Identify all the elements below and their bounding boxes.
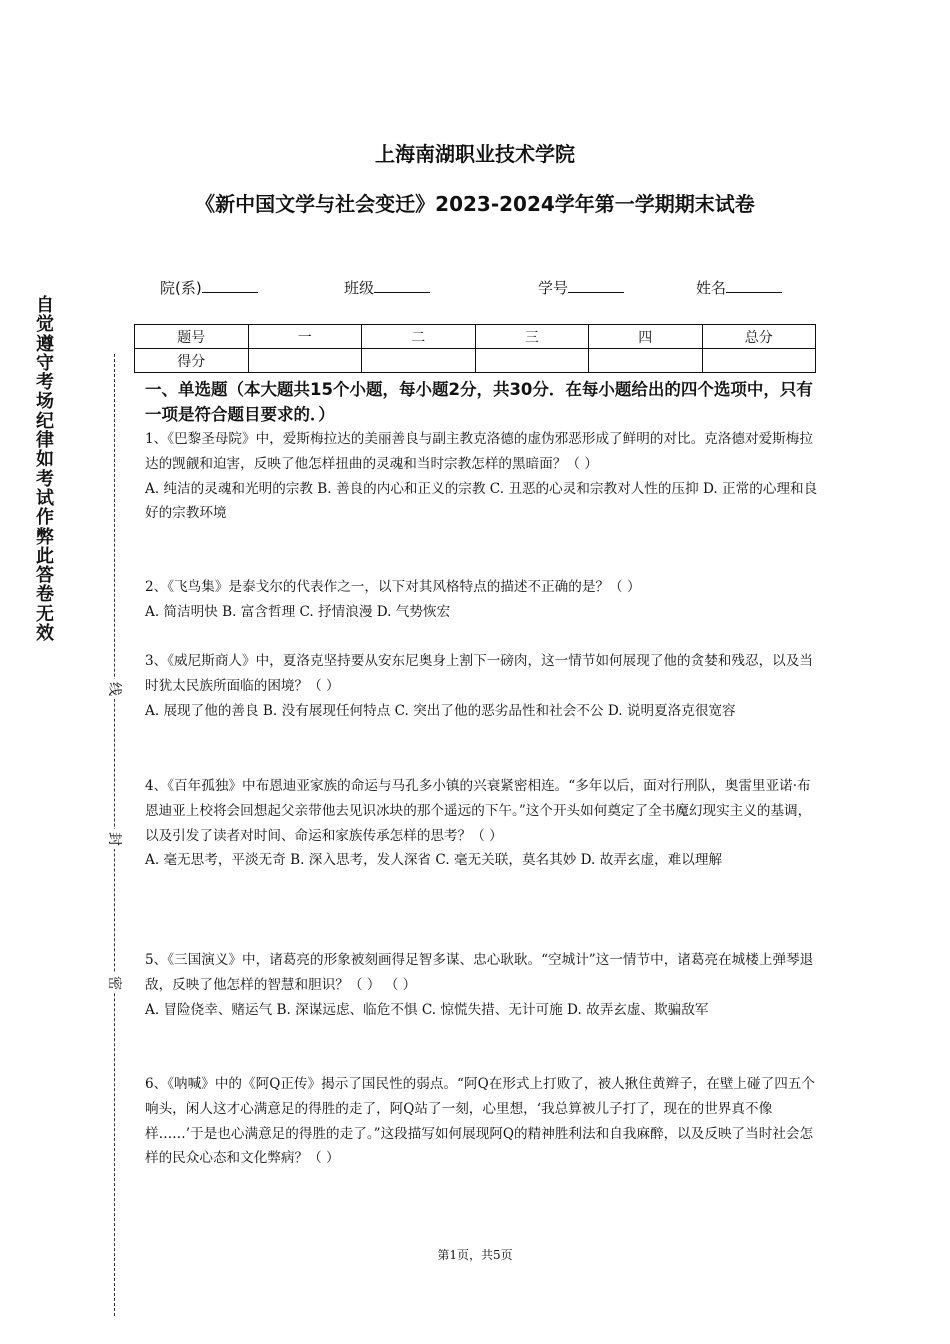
name-label: 姓名 <box>696 279 727 297</box>
name-field[interactable] <box>696 276 782 298</box>
question-1 <box>145 427 823 526</box>
question-5 <box>145 948 823 1022</box>
score-header-cell: 三 <box>475 325 589 349</box>
student-id-blank[interactable] <box>568 276 624 293</box>
question-stem: 5、《三国演义》中，诸葛亮的形象被刻画得足智多谋、忠心耿耿。“空城计”这一情节中，诸葛亮在城楼上弹琴退敌，反映了他怎样的智慧和胆识？（ ） （ ） <box>145 952 814 993</box>
question-6 <box>145 1072 823 1171</box>
warning-char: 此 <box>36 545 54 567</box>
cut-label-line: 线 <box>103 679 125 699</box>
warning-char: 觉 <box>36 314 54 336</box>
warning-char: 纪 <box>36 410 54 432</box>
question-options: A. 毫无思考，平淡无奇 B. 深入思考，发人深省 C. 毫无关联，莫名其妙 D. 故弄玄虚，难以理解 <box>145 852 723 869</box>
page-footer: 第1页，共5页 <box>437 1248 513 1262</box>
warning-char: 卷 <box>36 584 54 606</box>
warning-char: 无 <box>36 603 54 625</box>
score-header-cell: 总分 <box>702 325 816 349</box>
student-id-field[interactable] <box>538 276 624 298</box>
score-cell[interactable] <box>362 349 476 373</box>
score-table-header-row <box>135 325 816 349</box>
warning-char: 弊 <box>36 526 54 548</box>
score-table-score-row <box>135 349 816 373</box>
department-label: 院(系) <box>160 279 202 297</box>
warning-char: 考 <box>36 468 54 490</box>
question-2 <box>145 575 823 625</box>
warning-char: 效 <box>36 623 54 645</box>
score-cell[interactable] <box>702 349 816 373</box>
question-options: A. 展现了他的善良 B. 没有展现任何特点 C. 突出了他的恶劣品性和社会不公 D. 说明夏洛克很宽容 <box>145 702 736 719</box>
class-blank[interactable] <box>374 276 430 293</box>
question-options: A. 纯洁的灵魂和光明的宗教 B. 善良的内心和正义的宗教 C. 丑恶的心灵和宗教对人性的压抑 D. 正常的心理和良好的宗教环境 <box>145 480 818 522</box>
warning-char: 律 <box>36 430 54 452</box>
question-stem: 4、《百年孤独》中布恩迪亚家族的命运与马孔多小镇的兴衰紧密相连。“多年以后，面对行刑队，奥雷里亚诺·布恩迪亚上校将会回想起父亲带他去见识冰块的那个遥远的下午。”这个开头如何奠定了全书魔幻现实主义的基调，以及引发了读者对时间、命运和家族传承怎样的思考？（ ） <box>145 778 812 844</box>
name-blank[interactable] <box>726 276 782 293</box>
exam-title: 《新中国文学与社会变迁》2023-2024学年第一学期期末试卷 <box>195 192 755 216</box>
question-4 <box>145 774 823 873</box>
student-id-label: 学号 <box>538 279 569 297</box>
warning-char: 作 <box>36 507 54 529</box>
warning-char: 自 <box>36 295 54 316</box>
department-field[interactable] <box>160 276 258 298</box>
warning-char: 如 <box>36 449 54 471</box>
question-stem: 2、《飞鸟集》是泰戈尔的代表作之一，以下对其风格特点的描述不正确的是？（ ） <box>145 579 641 595</box>
score-header-cell: 一 <box>248 325 362 349</box>
warning-char: 考 <box>36 372 54 394</box>
score-table <box>134 324 816 373</box>
score-row-label: 得分 <box>135 349 249 373</box>
student-info-row <box>160 276 800 298</box>
sidebar-warning <box>34 296 56 643</box>
school-title: 上海南湖职业技术学院 <box>375 142 575 166</box>
cut-label-seal: 封 <box>103 829 125 849</box>
score-cell[interactable] <box>248 349 362 373</box>
score-cell[interactable] <box>589 349 703 373</box>
question-3 <box>145 649 823 723</box>
score-header-cell: 四 <box>589 325 703 349</box>
warning-char: 遵 <box>36 333 54 355</box>
section-heading: 一、单选题（本大题共15个小题，每小题2分，共30分．在每小题给出的四个选项中，只有一项是符合题目要求的．） <box>145 380 813 424</box>
score-header-cell: 题号 <box>135 325 249 349</box>
class-field[interactable] <box>344 276 430 298</box>
department-blank[interactable] <box>202 276 258 293</box>
score-header-cell: 二 <box>362 325 476 349</box>
question-options: A. 冒险侥幸、赌运气 B. 深谋远虑、临危不惧 C. 惊慌失措、无计可施 D. 故弄玄虚、欺骗敌军 <box>145 1001 709 1018</box>
question-stem: 3、《威尼斯商人》中，夏洛克坚持要从安东尼奥身上割下一磅肉，这一情节如何展现了他的贪婪和残忍，以及当时犹太民族所面临的困境？（ ） <box>145 653 813 694</box>
question-options: A. 简洁明快 B. 富含哲理 C. 抒情浪漫 D. 气势恢宏 <box>145 603 451 620</box>
class-label: 班级 <box>344 279 375 297</box>
warning-char: 答 <box>36 565 54 587</box>
question-stem: 1、《巴黎圣母院》中，爱斯梅拉达的美丽善良与副主教克洛德的虚伪邪恶形成了鲜明的对比。克洛德对爱斯梅拉达的觊觎和迫害，反映了他怎样扭曲的灵魂和当时宗教怎样的黑暗面？（ ） <box>145 431 813 472</box>
question-stem: 6、《呐喊》中的《阿Q正传》揭示了国民性的弱点。“阿Q在形式上打败了，被人揪住黄辫子，在壁上碰了四五个响头，闲人这才心满意足的得胜的走了，阿Q站了一刻，心里想，‘我总算被儿子打了，现在的世界真不像样……’于是也心满意足的得胜的走了。”这段描写如何展现阿Q的精神胜利法和自我麻醉，以及反映了当时社会怎样的民众心态和文化弊病？（ ） <box>145 1076 815 1167</box>
warning-char: 守 <box>36 352 54 374</box>
cut-label-secret: 密 <box>103 973 125 993</box>
score-cell[interactable] <box>475 349 589 373</box>
warning-char: 场 <box>36 391 54 413</box>
warning-char: 试 <box>36 487 54 509</box>
